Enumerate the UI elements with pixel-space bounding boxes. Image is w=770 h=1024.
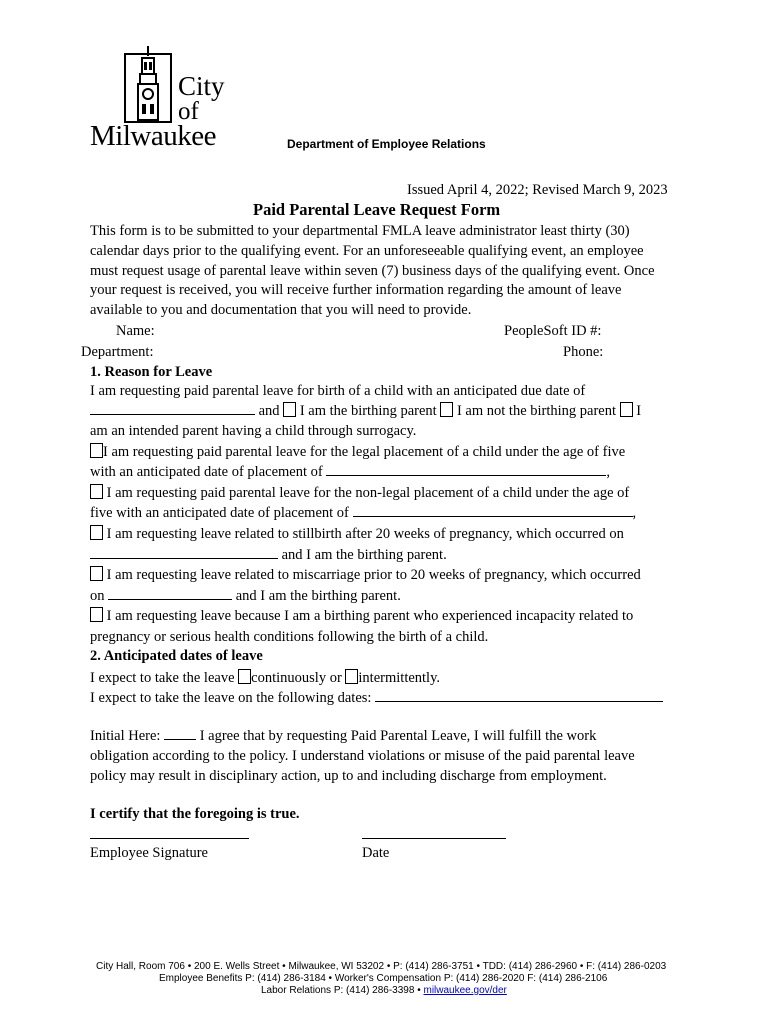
- issued-date: Issued April 4, 2022; Revised March 9, 2023: [407, 182, 668, 198]
- stillbirth-birthing-text: and I am the birthing parent.: [281, 547, 447, 563]
- expect-row: [90, 668, 440, 689]
- stillbirth-row: [90, 524, 624, 545]
- surrogacy-i-label: I: [636, 403, 642, 419]
- stillbirth-date-blank[interactable]: [90, 546, 278, 559]
- intro-line: your request is received, you will receive further information regarding the amount of leave: [90, 282, 622, 298]
- department-label: Department:: [81, 344, 154, 360]
- birthing-parent-checkbox[interactable]: [283, 402, 296, 417]
- birth-text: I am requesting paid parental leave for birth of a child with an anticipated due date of: [90, 383, 586, 399]
- incapacity-text-2: pregnancy or serious health conditions following the birth of a child.: [90, 629, 489, 645]
- peoplesoft-label: PeopleSoft ID #:: [504, 323, 602, 339]
- legal-placement-text: I am requesting paid parental leave for the legal placement of a child under the age of five: [103, 444, 626, 460]
- legal-placement-date-blank[interactable]: [326, 463, 606, 476]
- expect-leave-label: I expect to take the leave: [90, 670, 235, 686]
- legal-placement-date-label: with an anticipated date of placement of: [90, 464, 323, 480]
- legal-row: [90, 442, 625, 463]
- logo-milwaukee: Milwaukee: [90, 120, 216, 152]
- intro-line: available to you and documentation that you will need to provide.: [90, 302, 472, 318]
- city-hall-tower-icon: [124, 44, 174, 124]
- intermittently-checkbox[interactable]: [345, 669, 358, 684]
- section2-heading: 2. Anticipated dates of leave: [90, 648, 263, 664]
- certify-statement: I certify that the foregoing is true.: [90, 806, 300, 822]
- miscarriage-checkbox[interactable]: [90, 566, 103, 581]
- comma: ,: [632, 505, 637, 521]
- initial-text-2: obligation according to the policy. I understand violations or misuse of the paid parental leave: [90, 748, 635, 764]
- intro-line: calendar days prior to the qualifying event. For an unforeseeable qualifying event, an employee: [90, 243, 644, 259]
- signature-label: Employee Signature: [90, 845, 208, 861]
- comma: ,: [606, 464, 610, 480]
- footer-line-2: Employee Benefits P: (414) 286-3184 • Worker's Compensation P: (414) 286-2020 F: (414) 286-2106: [159, 973, 608, 984]
- nonlegal-placement-date-blank[interactable]: [353, 504, 633, 517]
- section1-heading: 1. Reason for Leave: [90, 364, 213, 380]
- city-logo: [90, 44, 230, 150]
- continuously-checkbox[interactable]: [238, 669, 251, 684]
- leave-dates-label: I expect to take the leave on the following dates:: [90, 690, 372, 706]
- not-birthing-parent-checkbox[interactable]: [440, 402, 453, 417]
- due-date-blank[interactable]: [90, 402, 255, 415]
- date-line[interactable]: [362, 838, 506, 839]
- initial-label: Initial Here:: [90, 728, 161, 744]
- initial-row: [90, 726, 596, 747]
- stillbirth-checkbox[interactable]: [90, 525, 103, 540]
- logo-of: of: [178, 98, 199, 125]
- signature-line[interactable]: [90, 838, 249, 839]
- incapacity-text: I am requesting leave because I am a birthing parent who experienced incapacity related to: [106, 608, 634, 624]
- intro-line: This form is to be submitted to your departmental FMLA leave administrator least thirty (30): [90, 223, 630, 239]
- and-text: and: [258, 403, 280, 419]
- legal-placement-checkbox[interactable]: [90, 443, 103, 458]
- nonlegal-row: [90, 483, 629, 504]
- surrogacy-checkbox[interactable]: [620, 402, 633, 417]
- surrogacy-text: am an intended parent having a child through surrogacy.: [90, 423, 417, 439]
- intro-line: must request usage of parental leave within seven (7) business days of the qualifying event. Once: [90, 263, 655, 279]
- nonlegal-row-2: [90, 503, 636, 524]
- logo-city: City: [178, 71, 225, 101]
- initial-blank[interactable]: [164, 727, 196, 740]
- miscarriage-row: [90, 565, 641, 586]
- legal-row-2: [90, 462, 610, 483]
- page-title: Paid Parental Leave Request Form: [253, 200, 501, 219]
- dates-row: [90, 688, 663, 709]
- birth-row: [90, 401, 641, 422]
- stillbirth-text: I am requesting leave related to stillbirth after 20 weeks of pregnancy, which occurred on: [106, 526, 624, 542]
- incapacity-row: [90, 606, 633, 627]
- miscarriage-on-text: on: [90, 588, 105, 604]
- miscarriage-row-2: [90, 586, 401, 607]
- department-header: Department of Employee Relations: [287, 137, 486, 151]
- intermittently-label: intermittently.: [358, 670, 441, 686]
- labor-relations-text: Labor Relations P: (414) 286-3398 •: [261, 985, 421, 996]
- birthing-parent-label: I am the birthing parent: [299, 403, 437, 419]
- nonlegal-placement-text: I am requesting paid parental leave for the non-legal placement of a child under the age of: [106, 485, 630, 501]
- miscarriage-birthing-text: and I am the birthing parent.: [235, 588, 401, 604]
- continuously-label: continuously or: [251, 670, 342, 686]
- miscarriage-text: I am requesting leave related to miscarriage prior to 20 weeks of pregnancy, which occurred: [106, 567, 641, 583]
- phone-label: Phone:: [563, 344, 604, 360]
- name-label: Name:: [116, 323, 155, 339]
- nonlegal-placement-checkbox[interactable]: [90, 484, 103, 499]
- miscarriage-date-blank[interactable]: [108, 587, 232, 600]
- incapacity-checkbox[interactable]: [90, 607, 103, 622]
- date-label: Date: [362, 845, 390, 861]
- initial-text-3: policy may result in disciplinary action, up to and including discharge from employment.: [90, 768, 607, 784]
- footer-line-3: [261, 985, 507, 996]
- stillbirth-row-2: [90, 545, 447, 566]
- leave-dates-blank[interactable]: [375, 689, 663, 702]
- nonlegal-placement-date-label: five with an anticipated date of placement of: [90, 505, 349, 521]
- not-birthing-parent-label: I am not the birthing parent: [456, 403, 617, 419]
- website-link[interactable]: milwaukee.gov/der: [423, 985, 507, 996]
- initial-text: I agree that by requesting Paid Parental Leave, I will fulfill the work: [199, 728, 597, 744]
- footer-line-1: City Hall, Room 706 • 200 E. Wells Street • Milwaukee, WI 53202 • P: (414) 286-3751 • TDD: (414) 286-2960 • F: (414) 286-0203: [96, 961, 667, 972]
